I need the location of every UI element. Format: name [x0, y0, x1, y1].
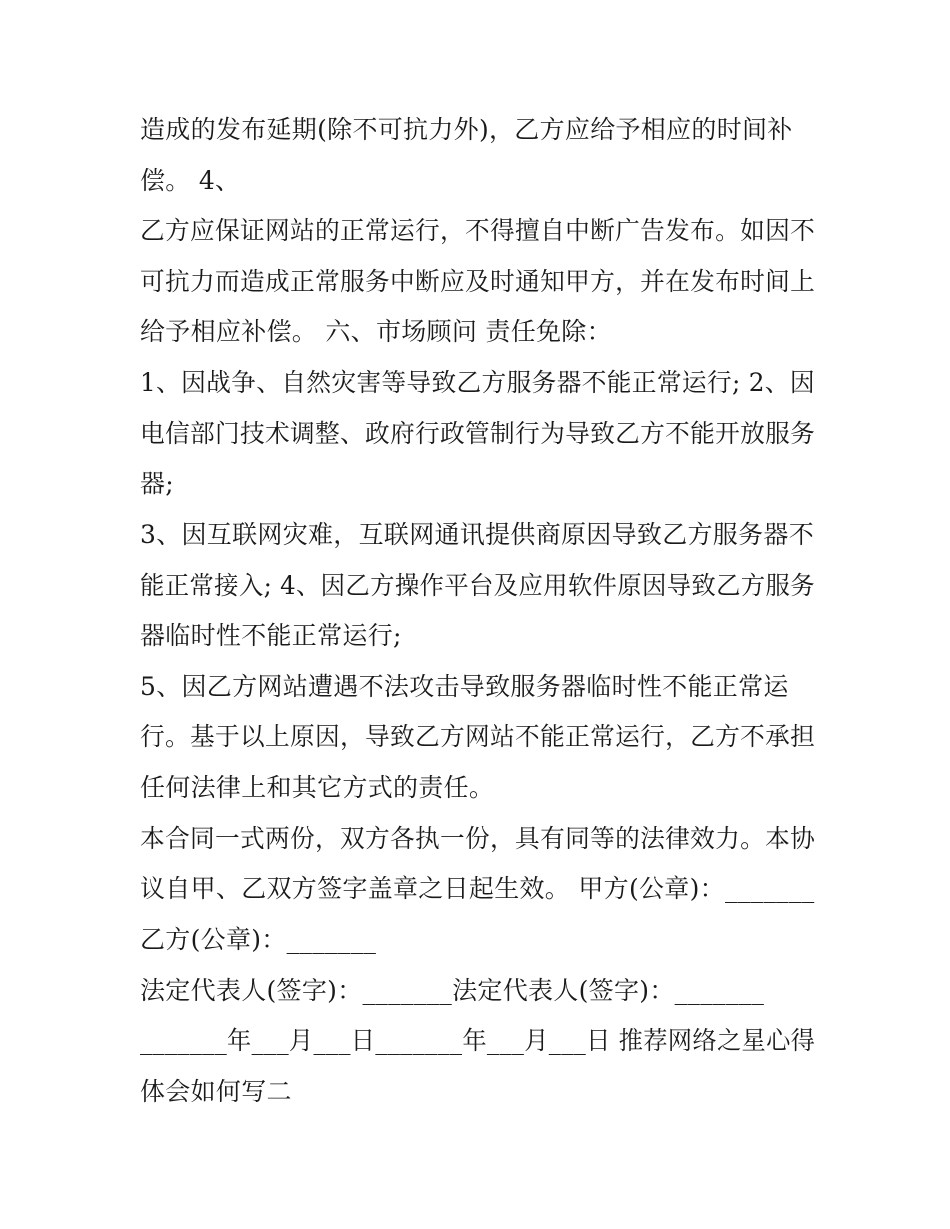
text-line: 乙方(公章)：_______ — [140, 925, 377, 954]
text-line: 偿。 4、 — [140, 166, 241, 195]
text-line: 议自甲、乙双方签字盖章之日起生效。 甲方(公章)：_______ — [140, 874, 815, 903]
text-line: 法定代表人(签字)：_______法定代表人(签字)：_______ — [140, 976, 765, 1005]
text-line: 体会如何写二 — [140, 1077, 292, 1106]
text-line: 器临时性不能正常运行; — [140, 621, 402, 650]
text-line: 本合同一式两份，双方各执一份，具有同等的法律效力。本协 — [140, 824, 816, 853]
text-line: 能正常接入; 4、因乙方操作平台及应用软件原因导致乙方服务 — [140, 571, 815, 600]
text-line: _______年___月___日_______年___月___日 推荐网络之星心得 — [140, 1026, 816, 1055]
text-line: 给予相应补偿。 六、市场顾问 责任免除： — [140, 317, 612, 346]
text-line: 乙方应保证网站的正常运行，不得擅自中断广告发布。如因不 — [140, 216, 816, 245]
text-line: 器; — [140, 469, 175, 498]
text-line: 造成的发布延期(除不可抗力外)，乙方应给予相应的时间补 — [140, 115, 793, 144]
text-line: 电信部门技术调整、政府行政管制行为导致乙方不能开放服务 — [140, 419, 816, 448]
text-line: 5、因乙方网站遭遇不法攻击导致服务器临时性不能正常运 — [140, 672, 789, 701]
text-line: 可抗力而造成正常服务中断应及时通知甲方，并在发布时间上 — [140, 267, 816, 296]
text-line: 任何法律上和其它方式的责任。 — [140, 773, 495, 802]
text-line: 行。基于以上原因，导致乙方网站不能正常运行，乙方不承担 — [140, 722, 816, 751]
text-line: 1、因战争、自然灾害等导致乙方服务器不能正常运行; 2、因 — [140, 368, 815, 397]
text-line: 3、因互联网灾难，互联网通讯提供商原因导致乙方服务器不 — [140, 520, 815, 549]
